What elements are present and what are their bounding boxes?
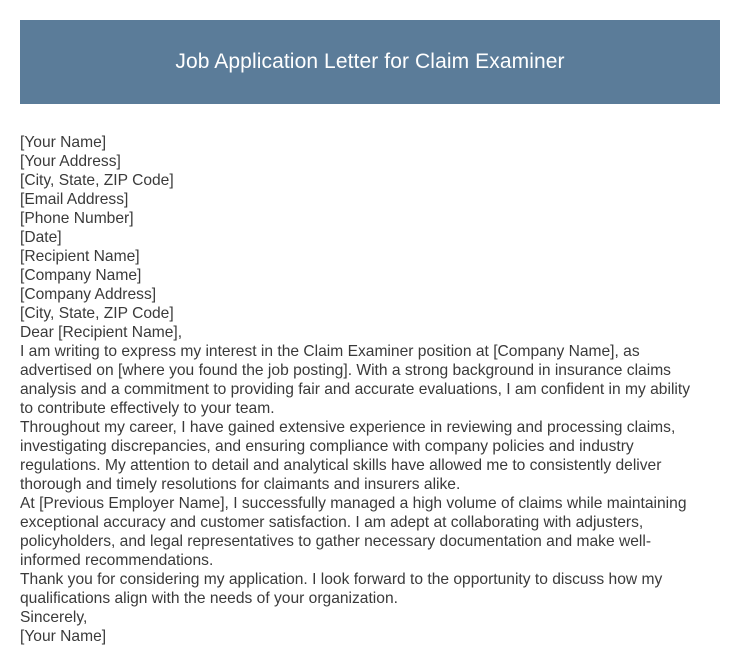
letter-body: [20, 133, 720, 646]
recipient-company: [Company Name]: [20, 267, 142, 284]
sender-email: [Email Address]: [20, 191, 129, 208]
closing: Sincerely,: [20, 609, 88, 626]
signature-name: [Your Name]: [20, 628, 107, 645]
paragraph-line: policyholders, and legal representatives to gather necessary documentation and make well-: [20, 533, 652, 550]
recipient-company-address: [Company Address]: [20, 286, 157, 303]
paragraph-line: At [Previous Employer Name], I successfully managed a high volume of claims while maintaining: [20, 495, 687, 512]
recipient-city-state-zip: [City, State, ZIP Code]: [20, 305, 174, 322]
paragraph-line: qualifications align with the needs of your organization.: [20, 590, 398, 607]
paragraph-experience: [20, 418, 720, 494]
paragraph-line: Thank you for considering my application. I look forward to the opportunity to discuss how my: [20, 571, 663, 588]
paragraph-line: I am writing to express my interest in the Claim Examiner position at [Company Name], as: [20, 343, 640, 360]
paragraph-line: analysis and a commitment to providing fair and accurate evaluations, I am confident in my ability: [20, 381, 690, 398]
page-title: Job Application Letter for Claim Examiner: [175, 50, 565, 73]
sender-city-state-zip: [City, State, ZIP Code]: [20, 172, 174, 189]
letter-date: [Date]: [20, 229, 62, 246]
sender-address: [Your Address]: [20, 153, 121, 170]
paragraph-line: advertised on [where you found the job posting]. With a strong background in insurance claims: [20, 362, 671, 379]
paragraph-line: to contribute effectively to your team.: [20, 400, 275, 417]
recipient-name: [Recipient Name]: [20, 248, 140, 265]
paragraph-line: investigating discrepancies, and ensuring compliance with company policies and industry: [20, 438, 634, 455]
title-banner: [20, 20, 720, 104]
paragraph-line: thorough and timely resolutions for claimants and insurers alike.: [20, 476, 461, 493]
paragraph-previous-employer: [20, 494, 720, 570]
salutation: Dear [Recipient Name],: [20, 324, 183, 341]
sender-phone: [Phone Number]: [20, 210, 134, 227]
paragraph-line: exceptional accuracy and customer satisfaction. I am adept at collaborating with adjusters,: [20, 514, 644, 531]
paragraph-line: regulations. My attention to detail and analytical skills have allowed me to consistently deliver: [20, 457, 662, 474]
paragraph-line: informed recommendations.: [20, 552, 214, 569]
paragraph-thank-you: [20, 570, 720, 608]
sender-name: [Your Name]: [20, 134, 107, 151]
paragraph-intro: [20, 342, 720, 418]
paragraph-line: Throughout my career, I have gained extensive experience in reviewing and processing claims,: [20, 419, 676, 436]
